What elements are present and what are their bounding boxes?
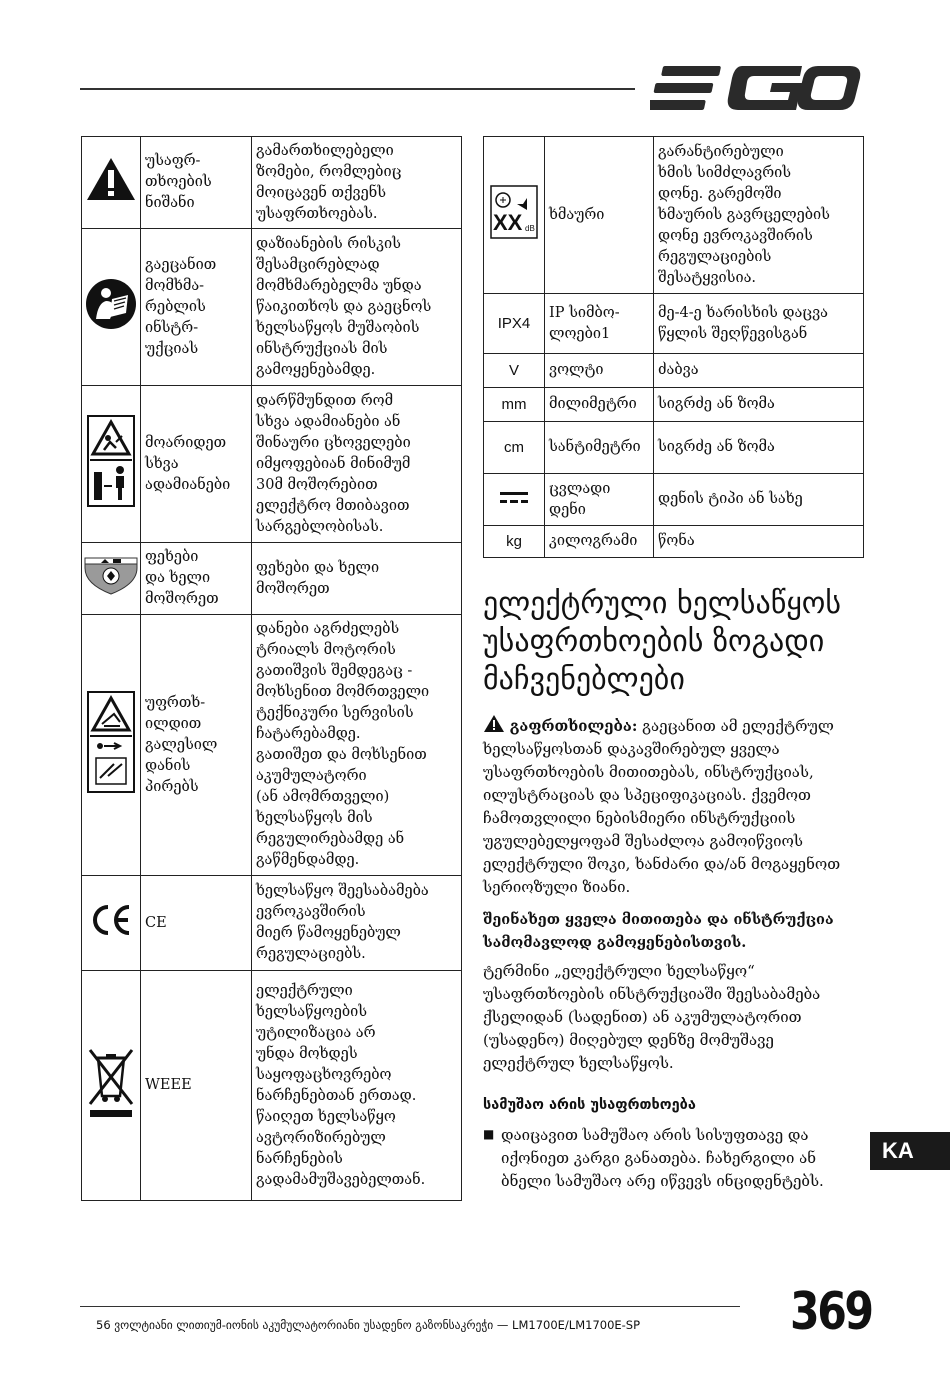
table-row — [82, 876, 462, 971]
symbol-cell — [82, 137, 141, 229]
table-row — [484, 526, 864, 558]
symbol-cell — [484, 474, 545, 526]
symbol-code: kg — [484, 526, 545, 558]
symbol-cell — [82, 971, 141, 1201]
symbol-name: სანტიმეტრი — [545, 422, 654, 474]
table-row — [82, 543, 462, 615]
term-paragraph: ტერმინი „ელექტრული ხელსაწყო“ უსაფრთხოების ინსტრუქციაში შეესაბამება ქსელიდან (სადენით) ან აკუმულატორით (უსადენო) მიღებულ დენზე მომუშავე ელექტრულ ხელსაწყოს. — [483, 962, 821, 1072]
ego-logo — [650, 62, 862, 114]
warning-label: გაფრთხილება: — [509, 717, 638, 735]
table-row — [82, 615, 462, 876]
symbol-description: ხელსაწყო შეესაბამება ევროკავშირის მიერ წამოყენებულ რეგულაციებს. — [252, 876, 462, 971]
table-row — [484, 474, 864, 526]
warning-triangle-icon — [85, 156, 137, 202]
footer-text: 56 ვოლტიანი ლითიუმ-იონის აკუმულატორიანი უსადენო გაზონსაკრეჭი — LM1700E/LM1700E-SP — [96, 1318, 641, 1332]
right-symbol-table — [483, 136, 864, 558]
symbol-description: ფეხები და ხელი მოშორეთ — [252, 543, 462, 615]
symbol-code: IPX4 — [484, 294, 545, 354]
symbol-name: ფეხები და ხელი მოშორეთ — [141, 543, 252, 615]
symbol-name: ხმაური — [545, 137, 654, 294]
symbol-name: გაეცანით მომხმა- რებლის ინსტრ- უქციას — [141, 229, 252, 386]
warning-text: გაეცანით ამ ელექტრულ ხელსაწყოსთან დაკავშირებულ ყველა უსაფრთხოების მითითებას, ინსტრუქციას, ილუსტრაციას და სპეციფიკაციას. ქვემოთ ჩამოთვლილი ნებისმიერი ინსტრუქციის უგულებელყოფამ შესაძლოა გამოიწვიოს ელექტრული შოკი, ხანძარი და/ან მოგაყენოთ სერიოზული ზიანი. — [483, 717, 841, 896]
keep-bystanders-away-icon — [86, 414, 136, 508]
symbol-description: დენის ტიპი ან სახე — [654, 474, 864, 526]
table-row — [484, 354, 864, 388]
symbol-description: დანები აგრძელებს ტრიალს მოტორის გათიშვის შემდეგაც - მოხსენით მომრთველი ტექნიკური სერვისის ჩატარებამდე. გათიშეთ და მოხსენით აკუმულატორი (ან ამომრთველი) ხელსაწყოს მის რეგულირებამდე ან გაწმენდამდე. — [252, 615, 462, 876]
bullet-square-icon: ■ — [483, 1127, 495, 1141]
symbol-name: მილიმეტრი — [545, 388, 654, 422]
list-item — [483, 1124, 868, 1193]
keep-instructions-text: შეინახეთ ყველა მითითება და ინსტრუქცია სამომავლოდ გამოყენებისთვის. — [483, 911, 834, 951]
symbol-name: უფრთხ- ილდით გალესილ დანის პირებს — [141, 615, 252, 876]
symbol-code: cm — [484, 422, 545, 474]
read-manual-icon — [84, 277, 138, 331]
keep-hands-feet-away-icon — [83, 554, 139, 596]
section-title: ელექტრული ხელსაწყოს უსაფრთხოების ზოგადი მაჩვენებლები — [483, 586, 842, 697]
table-row — [484, 422, 864, 474]
symbol-cell — [82, 876, 141, 971]
direct-current-icon — [499, 489, 529, 505]
svg-text:dB: dB — [525, 224, 535, 233]
symbol-name: CE — [141, 876, 252, 971]
symbol-name: WEEE — [141, 971, 252, 1201]
table-row — [484, 388, 864, 422]
symbol-code: V — [484, 354, 545, 388]
symbol-description: ძაბვა — [654, 354, 864, 388]
symbol-cell — [82, 543, 141, 615]
symbol-description: მე-4-ე ხარისხის დაცვა წყლის შეღწევისგან — [654, 294, 864, 354]
symbol-description: ელექტრული ხელსაწყოების უტილიზაცია არ უნდა მოხდეს საყოფაცხოვრებო ნარჩენებთან ერთად. წაიღეთ ხელსაწყო ავტორიზირებულ ნარჩენების გადამამუშავებელთან. — [252, 971, 462, 1201]
rotating-blade-icon — [86, 690, 136, 794]
symbol-description: სიგრძე ან ზომა — [654, 388, 864, 422]
symbol-description: გარანტირებული ხმის სიმძლავრის დონე. გარემოში ხმაურის გავრცელების დონე ევროკავშირის რეგულაციების შესატყვისია. — [654, 137, 864, 294]
language-tab: KA — [870, 1132, 950, 1170]
ce-mark-icon — [89, 903, 133, 937]
page-number: 369 — [790, 1282, 872, 1342]
work-area-subheading: სამუშაო არის უსაფრთხოება — [483, 1097, 696, 1113]
symbol-description: გამართხილებელი ზომები, რომლებიც მოიცავენ თქვენს უსაფრთხოებას. — [252, 137, 462, 229]
symbol-name: ვოლტი — [545, 354, 654, 388]
warning-paragraph — [483, 714, 868, 899]
table-row — [82, 386, 462, 543]
left-symbol-table — [81, 136, 462, 1201]
table-row — [82, 137, 462, 229]
symbol-cell — [484, 137, 545, 294]
symbol-cell — [82, 615, 141, 876]
header-rule — [80, 88, 635, 90]
footer-rule — [80, 1306, 740, 1307]
symbol-name: კილოგრამი — [545, 526, 654, 558]
table-row — [82, 971, 462, 1201]
symbol-description: დაზიანების რისკის შესამცირებლად მომხმარებელმა უნდა წაიკითხოს და გაეცნოს ხელსაწყოს მუშაობის ინსტრუქციას მის გამოყენებამდე. — [252, 229, 462, 386]
symbol-cell — [82, 386, 141, 543]
symbol-code: mm — [484, 388, 545, 422]
symbol-name: მოარიდეთ სხვა ადამიანები — [141, 386, 252, 543]
svg-text:XX: XX — [493, 210, 523, 235]
warning-triangle-icon — [483, 714, 505, 733]
table-row — [484, 137, 864, 294]
bullet-text: დაიცავით სამუშაო არის სისუფთავე და იქონიეთ კარგი განათება. ჩახერგილი ან ბნელი სამუშაო არე იწვევს ინციდენტებს. — [501, 1126, 824, 1190]
symbol-description: დარწმუნდით რომ სხვა ადამიანები ან შინაური ცხოველები იმყოფებიან მინიმუმ 30მ მოშორებით ელექტრო მთიბავით სარგებლობისას. — [252, 386, 462, 543]
symbol-name: ცვლადი დენი — [545, 474, 654, 526]
symbol-name: IP სიმბო- ლოები1 — [545, 294, 654, 354]
table-row — [484, 294, 864, 354]
weee-bin-icon — [86, 1046, 136, 1118]
symbol-description: სიგრძე ან ზომა — [654, 422, 864, 474]
noise-level-icon — [489, 184, 539, 240]
symbol-cell — [82, 229, 141, 386]
table-row — [82, 229, 462, 386]
symbol-name: უსაფრ- თხოების ნიშანი — [141, 137, 252, 229]
symbol-description: წონა — [654, 526, 864, 558]
